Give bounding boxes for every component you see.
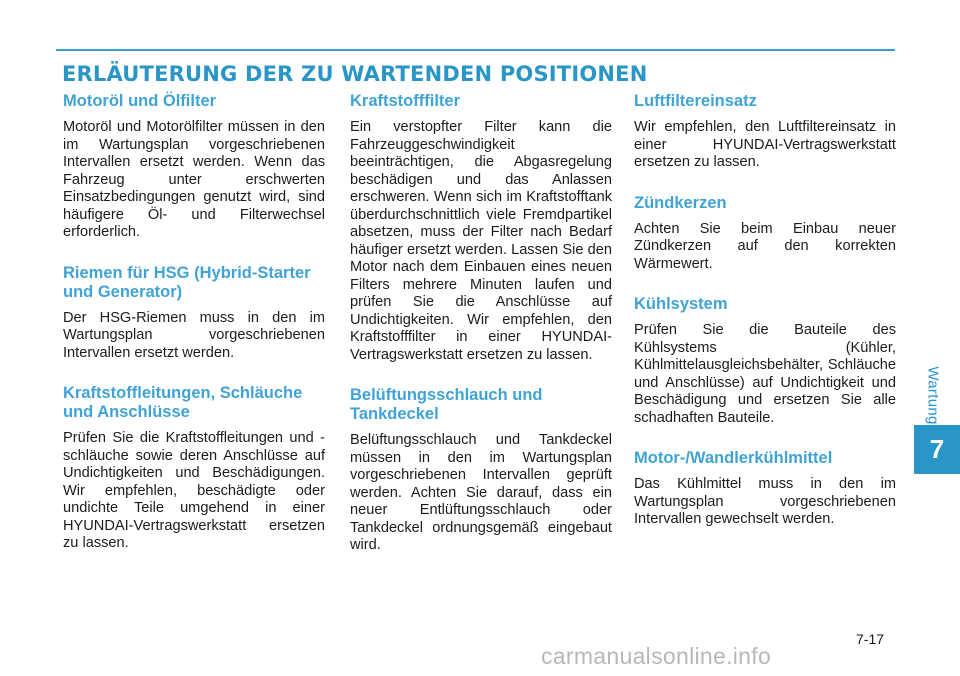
body-wandlerkuehlmittel: Das Kühlmittel muss in den im Wartungsplan vorgeschriebenen Intervallen gewechselt werden. [634, 476, 896, 527]
section-title: ERLÄUTERUNG DER ZU WARTENDEN POSITIONEN [62, 62, 648, 86]
heading-zuendkerzen: Zündkerzen [634, 193, 727, 212]
body-kraftstoffleitungen: Prüfen Sie die Kraftstoffleitungen und -schläuche sowie deren Anschlüsse auf Undichtigkeiten und Beschädigungen. Wir empfehlen, beschädigte oder undichte Teile umgehend in einer HYUNDAI-Vertragswerkstatt ersetzen zu lassen. [63, 430, 325, 551]
body-hsg-riemen: Der HSG-Riemen muss in den im Wartungsplan vorgeschriebenen Intervallen ersetzt werden. [63, 309, 325, 361]
chapter-side-label-text: Wartung [924, 365, 942, 425]
body-belueftungsschlauch: Belüftungsschlauch und Tankdeckel müssen in den im Wartungsplan vorgeschriebenen Intervallen geprüft werden. Achten Sie darauf, dass ein neuer Entlüftungsschlauch oder Tankdeckel ordnungsgemäß eingebaut wird. [350, 432, 612, 553]
watermark: carmanualsonline.info [541, 643, 772, 669]
body-motoroel: Motoröl und Motorölfilter müssen in den im Wartungsplan vorgeschriebenen Intervallen ersetzt werden. Wenn das Fahrzeug unter erschwerten Einsatzbedingungen genutzt wird, sind häufigere Öl- und Filterwechsel erforderlich. [63, 119, 325, 240]
heading-luftfiltereinsatz: Luftfiltereinsatz [634, 92, 757, 110]
top-divider [56, 49, 895, 51]
heading-kuehlsystem: Kühlsystem [634, 295, 728, 313]
column-3 [634, 92, 896, 545]
chapter-side-label [918, 360, 948, 430]
heading-wandlerkuehlmittel: Motor-/Wandlerkühlmittel [634, 449, 833, 467]
body-kraftstofffilter: Ein verstopfter Filter kann die Fahrzeuggeschwindigkeit beeinträchtigen, die Abgasregelung beschädigen und das Anlassen erschweren. Wenn sich im Kraftstofftank überdurchschnittlich viele Fremdpartikel absetzen, muss der Filter nach Bedarf häufiger ersetzt werden. Lassen Sie den Motor nach dem Einbauen eines neuen Filters mehrere Minuten laufen und prüfen Sie die Anschlüsse auf Undichtigkeiten. Wir empfehlen, den Kraftstofffilter in einer HYUNDAI-Vertragswerkstatt ersetzen zu lassen. [350, 119, 612, 363]
column-2 [350, 92, 612, 571]
heading-motoroel: Motoröl und Ölfilter [63, 92, 217, 110]
body-luftfiltereinsatz: Wir empfehlen, den Luftfiltereinsatz in einer HYUNDAI-Vertragswerkstatt ersetzen zu lassen. [634, 119, 896, 170]
body-zuendkerzen: Achten Sie beim Einbau neuer Zündkerzen auf den korrekten Wärmewert. [634, 220, 896, 272]
heading-belueftungsschlauch: Belüftungsschlauch und Tankdeckel [350, 386, 543, 423]
column-1 [63, 92, 325, 569]
heading-hsg-riemen: Riemen für HSG (Hybrid-Starter und Generator) [63, 263, 311, 301]
heading-kraftstofffilter: Kraftstofffilter [350, 92, 460, 110]
heading-kraftstoffleitungen: Kraftstoffleitungen, Schläuche und Anschlüsse [63, 384, 303, 421]
body-kuehlsystem: Prüfen Sie die Bauteile des Kühlsystems (Kühler, Kühlmittelausgleichsbehälter, Schläuche und Anschlüsse) auf Undichtigkeit und Beschädigung und ersetzen Sie alle schadhaften Bauteile. [634, 322, 896, 426]
page-number: 7-17 [856, 631, 885, 647]
chapter-tab: 7 [914, 425, 960, 474]
